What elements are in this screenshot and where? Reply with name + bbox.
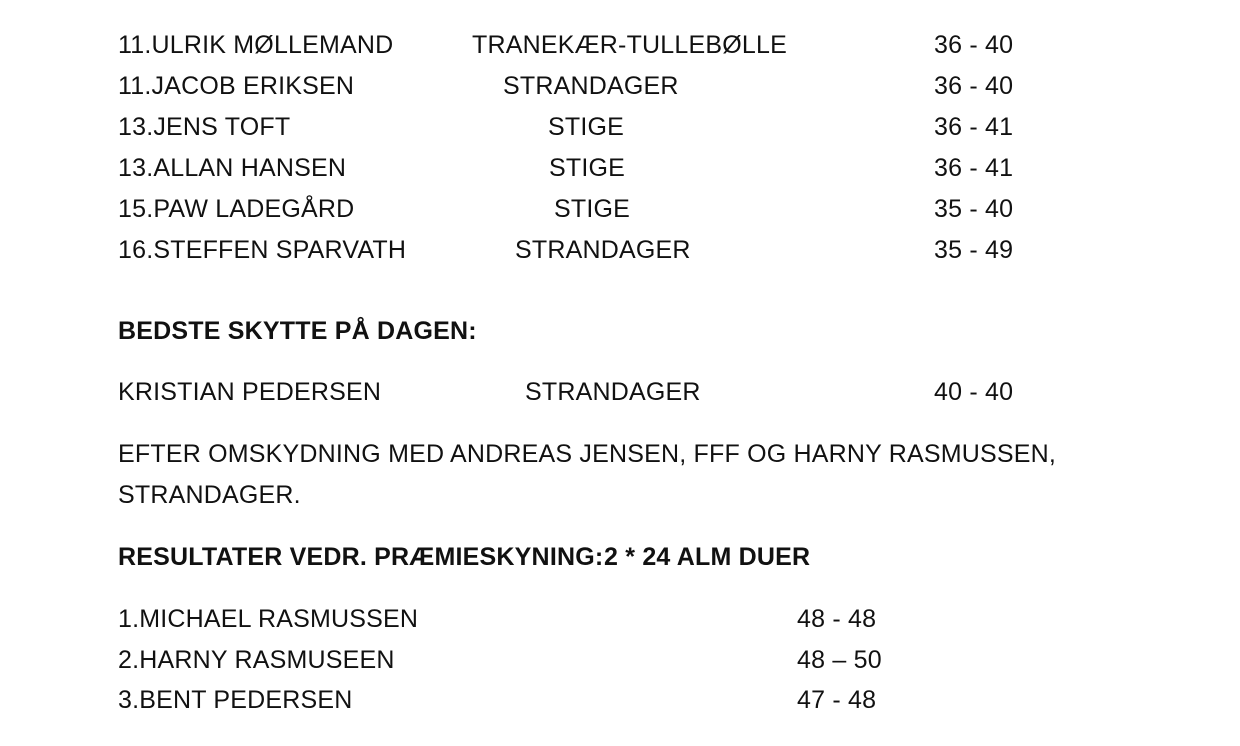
best-shooter-note-line2: STRANDAGER. [118,481,301,509]
standing-club: STRANDAGER [503,72,679,100]
standing-club: STIGE [549,154,626,182]
prize-result-score: 48 - 48 [797,605,877,633]
standing-score: 35 - 49 [934,236,1014,264]
standing-rank-name: 13.JENS TOFT [118,113,291,141]
standing-score: 36 - 40 [934,72,1014,100]
best-shooter-heading: BEDSTE SKYTTE PÅ DAGEN: [118,317,477,345]
standing-club: STRANDAGER [515,236,691,264]
best-shooter-score: 40 - 40 [934,378,1014,406]
standing-club: STIGE [548,113,625,141]
standing-rank-name: 13.ALLAN HANSEN [118,154,347,182]
standing-score: 36 - 41 [934,154,1014,182]
standing-score: 36 - 40 [934,31,1014,59]
standing-score: 36 - 41 [934,113,1014,141]
best-shooter-note-line1: EFTER OMSKYDNING MED ANDREAS JENSEN, FFF OG HARNY RASMUSSEN, [118,440,1057,468]
standing-rank-name: 16.STEFFEN SPARVATH [118,236,407,264]
prize-result-rank-name: 3.BENT PEDERSEN [118,686,353,714]
prize-result-score: 48 – 50 [797,646,882,674]
prize-result-score: 47 - 48 [797,686,877,714]
standing-rank-name: 11.JACOB ERIKSEN [118,72,355,100]
prize-result-rank-name: 1.MICHAEL RASMUSSEN [118,605,419,633]
prize-shoot-heading-detail: 2 * 24 ALM DUER [604,543,811,571]
standing-score: 35 - 40 [934,195,1014,223]
standing-club: STIGE [554,195,631,223]
best-shooter-name: KRISTIAN PEDERSEN [118,378,382,406]
standing-club: TRANEKÆR-TULLEBØLLE [472,31,787,59]
prize-shoot-heading: RESULTATER VEDR. PRÆMIESKYNING: [118,543,604,571]
standing-rank-name: 15.PAW LADEGÅRD [118,195,355,223]
best-shooter-club: STRANDAGER [525,378,701,406]
prize-result-rank-name: 2.HARNY RASMUSEEN [118,646,395,674]
standing-rank-name: 11.ULRIK MØLLEMAND [118,31,394,59]
